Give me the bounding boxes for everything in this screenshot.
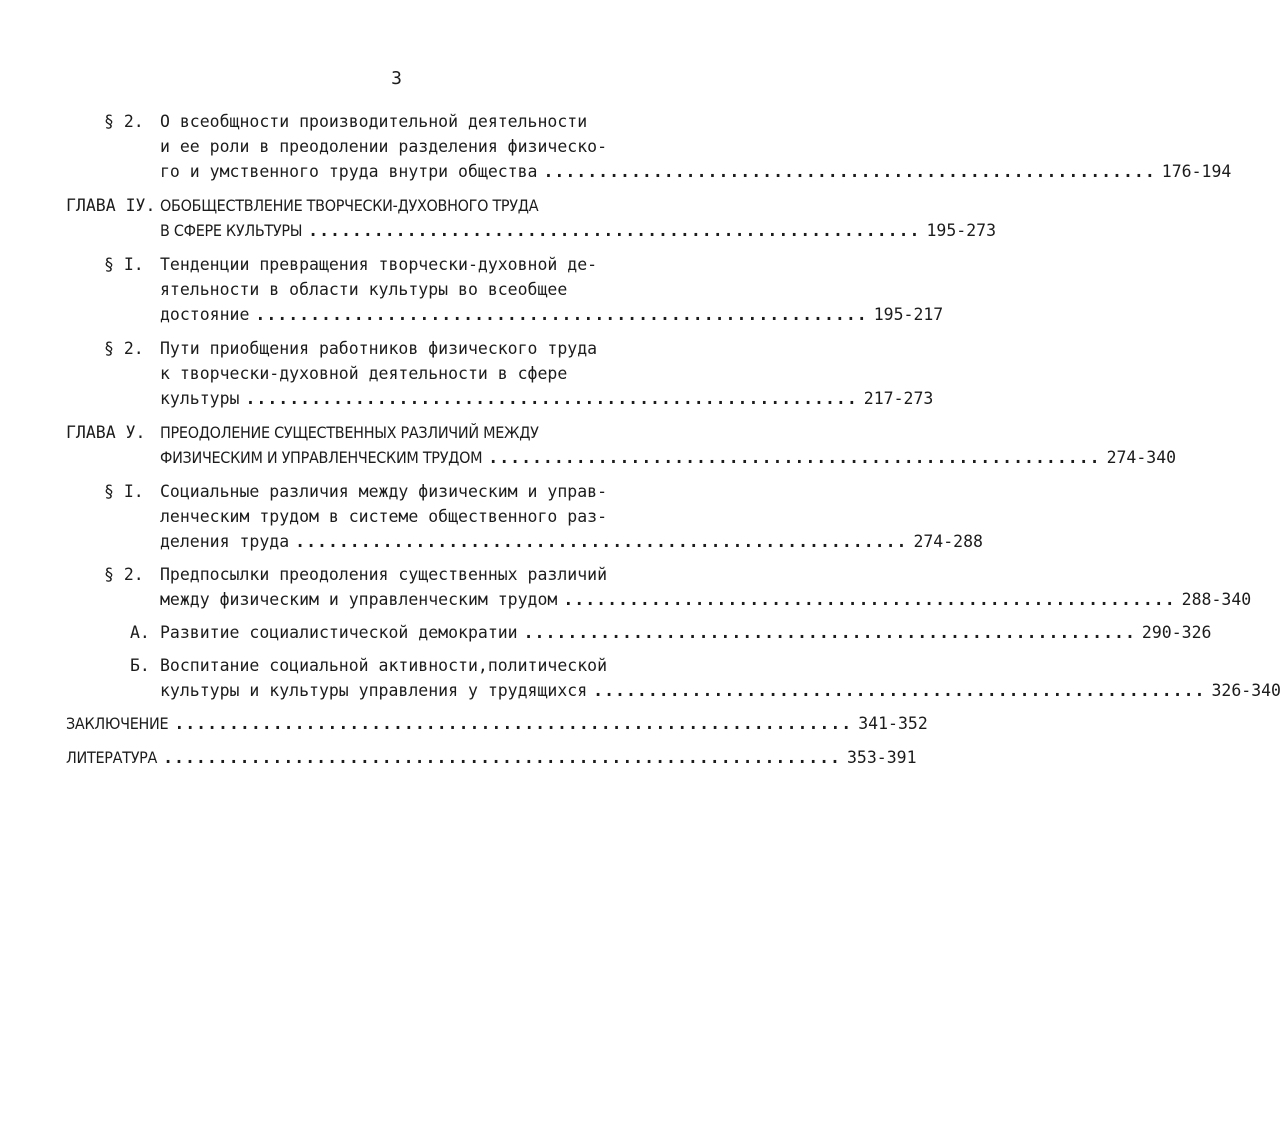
toc-entry-line: культуры — [160, 389, 240, 408]
toc-entry-label: § I. — [104, 255, 144, 274]
dot-leader: ........................................................ — [593, 681, 1206, 700]
toc-entry-pages: 326-340 — [1211, 681, 1281, 700]
dot-leader: ........................................................ — [245, 389, 858, 408]
toc-entry-line: ЛИТЕРАТУРА — [66, 748, 158, 767]
dot-leader: ........................................................ — [295, 532, 908, 551]
toc-entry-line: культуры и культуры управления у трудящихся — [160, 681, 588, 700]
dot-leader: ........................................................ — [543, 162, 1156, 181]
toc-entry-line: ленческим трудом в системе общественного раз- — [160, 507, 608, 526]
toc-entry-line: и ее роли в преодолении разделения физическо- — [160, 137, 608, 156]
toc-entry-label: А. — [130, 623, 150, 642]
toc-entry-line: между физическим и управленческим трудом — [160, 590, 558, 609]
toc-entry-pages: 195-273 — [926, 221, 997, 240]
toc-entry-label: § 2. — [104, 339, 144, 358]
toc-entry-label: ГЛАВА IУ. — [66, 196, 156, 215]
toc-entry-line: Развитие социалистической демократии — [160, 623, 518, 642]
dot-leader: ........................................................ — [308, 221, 921, 240]
toc-entry-pages: 274-340 — [1106, 448, 1177, 467]
toc-entry-pages: 195-217 — [873, 305, 944, 324]
dot-leader: ........................................................ — [563, 590, 1176, 609]
toc-entry-label: § I. — [104, 482, 144, 501]
dot-leader: ........................................................ — [488, 448, 1101, 467]
dot-leader: .............................................................. — [163, 748, 841, 767]
toc-entry-line: Пути приобщения работников физического труда — [160, 339, 598, 358]
toc-entry-line: к творчески-духовной деятельности в сфере — [160, 364, 568, 383]
toc-entry-line: го и умственного труда внутри общества — [160, 162, 538, 181]
toc-entry-pages: 217-273 — [863, 389, 934, 408]
toc-entry-label: ГЛАВА У. — [66, 423, 146, 442]
toc-entry-line: ПРЕОДОЛЕНИЕ СУЩЕСТВЕННЫХ РАЗЛИЧИЙ МЕЖДУ — [160, 423, 539, 442]
toc-entry-label: Б. — [130, 656, 150, 675]
toc-entry-line: Социальные различия между физическим и управ- — [160, 482, 608, 501]
toc-entry-pages: 274-288 — [913, 532, 983, 551]
toc-entry-line: достояние — [160, 305, 250, 324]
toc-entry-line: Тенденции превращения творчески-духовной де- — [160, 255, 598, 274]
toc-entry-pages: 288-340 — [1181, 590, 1252, 609]
toc-entry-label: § 2. — [104, 112, 144, 131]
toc-entry-pages: 176-194 — [1161, 162, 1232, 181]
dot-leader: ........................................................ — [255, 305, 868, 324]
toc-entry-line: Предпосылки преодоления существенных различий — [160, 565, 608, 584]
toc-entry-pages: 353-391 — [847, 748, 917, 767]
toc-entry-line: деления труда — [160, 532, 290, 551]
toc-entry-line: ОБОБЩЕСТВЛЕНИЕ ТВОРЧЕСКИ-ДУХОВНОГО ТРУДА — [160, 196, 539, 215]
toc-entry-line: В СФЕРЕ КУЛЬТУРЫ — [160, 221, 303, 240]
toc-entry-line: ЗАКЛЮЧЕНИЕ — [66, 714, 169, 733]
toc-entry-line: ятельности в области культуры во всеобщее — [160, 280, 568, 299]
toc-entry-line: ФИЗИЧЕСКИМ И УПРАВЛЕНЧЕСКИМ ТРУДОМ — [160, 448, 483, 467]
toc-entry-line: О всеобщности производительной деятельности — [160, 112, 588, 131]
toc-entry-label: § 2. — [104, 565, 144, 584]
toc-entry-pages: 290-326 — [1141, 623, 1212, 642]
toc-entry-line: Воспитание социальной активности,политической — [160, 656, 608, 675]
dot-leader: .............................................................. — [174, 714, 853, 733]
page-number: 3 — [391, 68, 402, 89]
dot-leader: ........................................................ — [523, 623, 1136, 642]
toc-entry-pages: 341-352 — [858, 714, 928, 733]
